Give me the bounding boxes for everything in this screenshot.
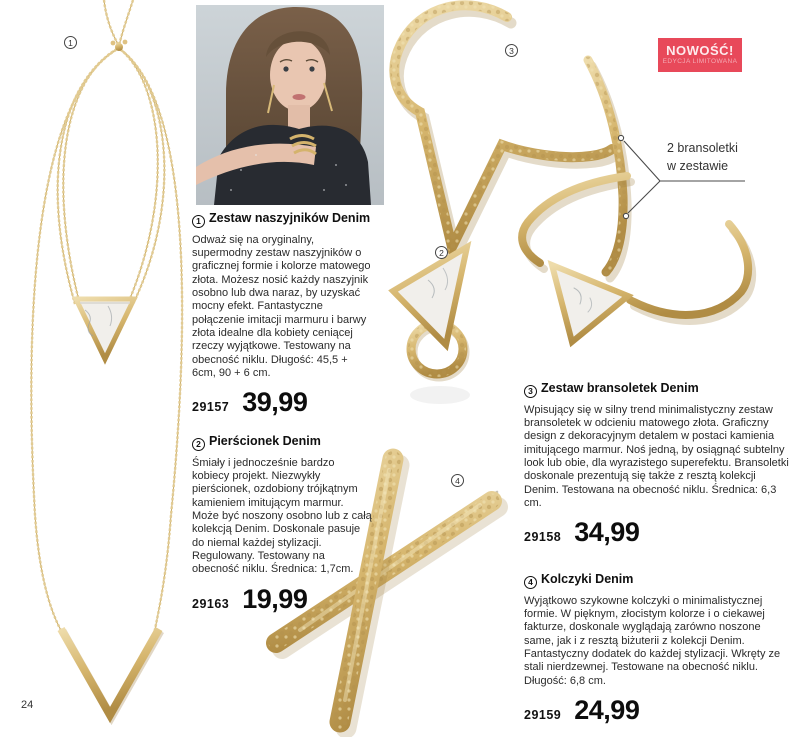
- product-marker: 1: [192, 215, 205, 228]
- price-row: [524, 517, 790, 548]
- image-marker-2: 2: [435, 246, 448, 259]
- product-block-bracelet-set: [524, 381, 790, 548]
- ring-photo-art: [393, 247, 470, 404]
- page-number: 24: [21, 699, 34, 711]
- product-description: Odważ się na oryginalny, supermodny zestaw naszyjników o graficznej formie i kolorze matowego złota. Możesz nosić każdy naszyjnik osobno lub dwa naraz, by uzyskać mocny efekt. Fantastyczne połączenie imitacji marmuru i barwy złota idealne dla kobiety ceniącej rzeczy wyjątkowe. Testowany na obecność niklu. Długość: 45,5 + 6cm, 90 + 6 cm.: [192, 233, 371, 380]
- bracelet-set-callout: [667, 139, 738, 175]
- limited-edition-badge: [658, 38, 742, 72]
- image-marker-1: 1: [64, 36, 77, 49]
- model-photo: [196, 5, 384, 205]
- product-code: 29163: [192, 596, 230, 611]
- necklace-clasp: [111, 40, 128, 51]
- price-row: [192, 387, 373, 418]
- product-price: 34,99: [574, 517, 640, 548]
- product-code: 29157: [192, 400, 230, 415]
- price-row: [192, 584, 373, 615]
- product-description: Wpisujący się w silny trend minimalistyczny zestaw bransoletek w odcieniu matowego złota. Graficzny design z dekoracyjnym detalem w postaci kamienia imitującego marmur. Noś jedną, by osiągnąć subtelny look lub obie, dla wyrazistego superefektu. Bransoletki doskonale prezentują się także z resztą kolekcji Denim. Testowana na obecność niklu. Średnica: 6,3 cm.: [524, 403, 789, 510]
- product-price: 39,99: [242, 387, 308, 418]
- image-marker-3: 3: [505, 44, 518, 57]
- product-code: 29158: [524, 530, 562, 545]
- product-title: 4 Kolczyki Denim: [524, 572, 790, 589]
- product-block-earrings: [524, 572, 790, 726]
- necklace-triangle-pendant: [76, 299, 134, 359]
- product-block-necklace-set: [192, 211, 373, 418]
- product-title: 3 Zestaw bransoletek Denim: [524, 381, 790, 398]
- product-price: 24,99: [574, 695, 640, 726]
- necklace-photo-art: [31, 0, 182, 717]
- price-row: [524, 695, 790, 726]
- product-marker: 4: [524, 576, 537, 589]
- product-block-ring: [192, 434, 373, 615]
- product-marker: 2: [192, 438, 205, 451]
- badge-title: NOWOŚĆ!: [666, 43, 734, 59]
- model-lips: [293, 94, 306, 100]
- product-description: Śmiały i jednocześnie bardzo kobiecy projekt. Niezwykły pierścionek, ozdobiony trójkątnym kamieniem imitującym marmur. Może być noszony osobno lub z całą kolekcją Denim. Doskonale pasuje do niemal każdej stylizacji. Regulowany. Testowany na obecność niklu. Średnica: 1,7cm.: [192, 456, 372, 576]
- product-code: 29159: [524, 708, 562, 723]
- product-price: 19,99: [242, 583, 308, 614]
- product-marker: 3: [524, 385, 537, 398]
- product-title: 1 Zestaw naszyjników Denim: [192, 211, 373, 228]
- product-description: Wyjątkowo szykowne kolczyki o minimalistycznej formie. W pięknym, złocistym kolorze i o ciekawej fakturze, doskonale wyglądają zarówno noszone same, jak i z resztą biżuterii z kolekcji Denim. Fantastyczny dodatek do każdej stylizacji. Wkręty ze stali nierdzewnej. Testowane na obecność niklu. Długość: 6,8 cm.: [524, 594, 781, 687]
- necklace-v-pendant: [61, 629, 161, 717]
- model-face: [270, 39, 326, 111]
- badge-subtitle: EDYCJA LIMITOWANA: [662, 58, 738, 66]
- callout-line1: 2 bransoletki: [667, 141, 738, 155]
- product-title: 2 Pierścionek Denim: [192, 434, 373, 451]
- image-marker-4: 4: [451, 474, 464, 487]
- callout-line2: w zestawie: [667, 159, 729, 174]
